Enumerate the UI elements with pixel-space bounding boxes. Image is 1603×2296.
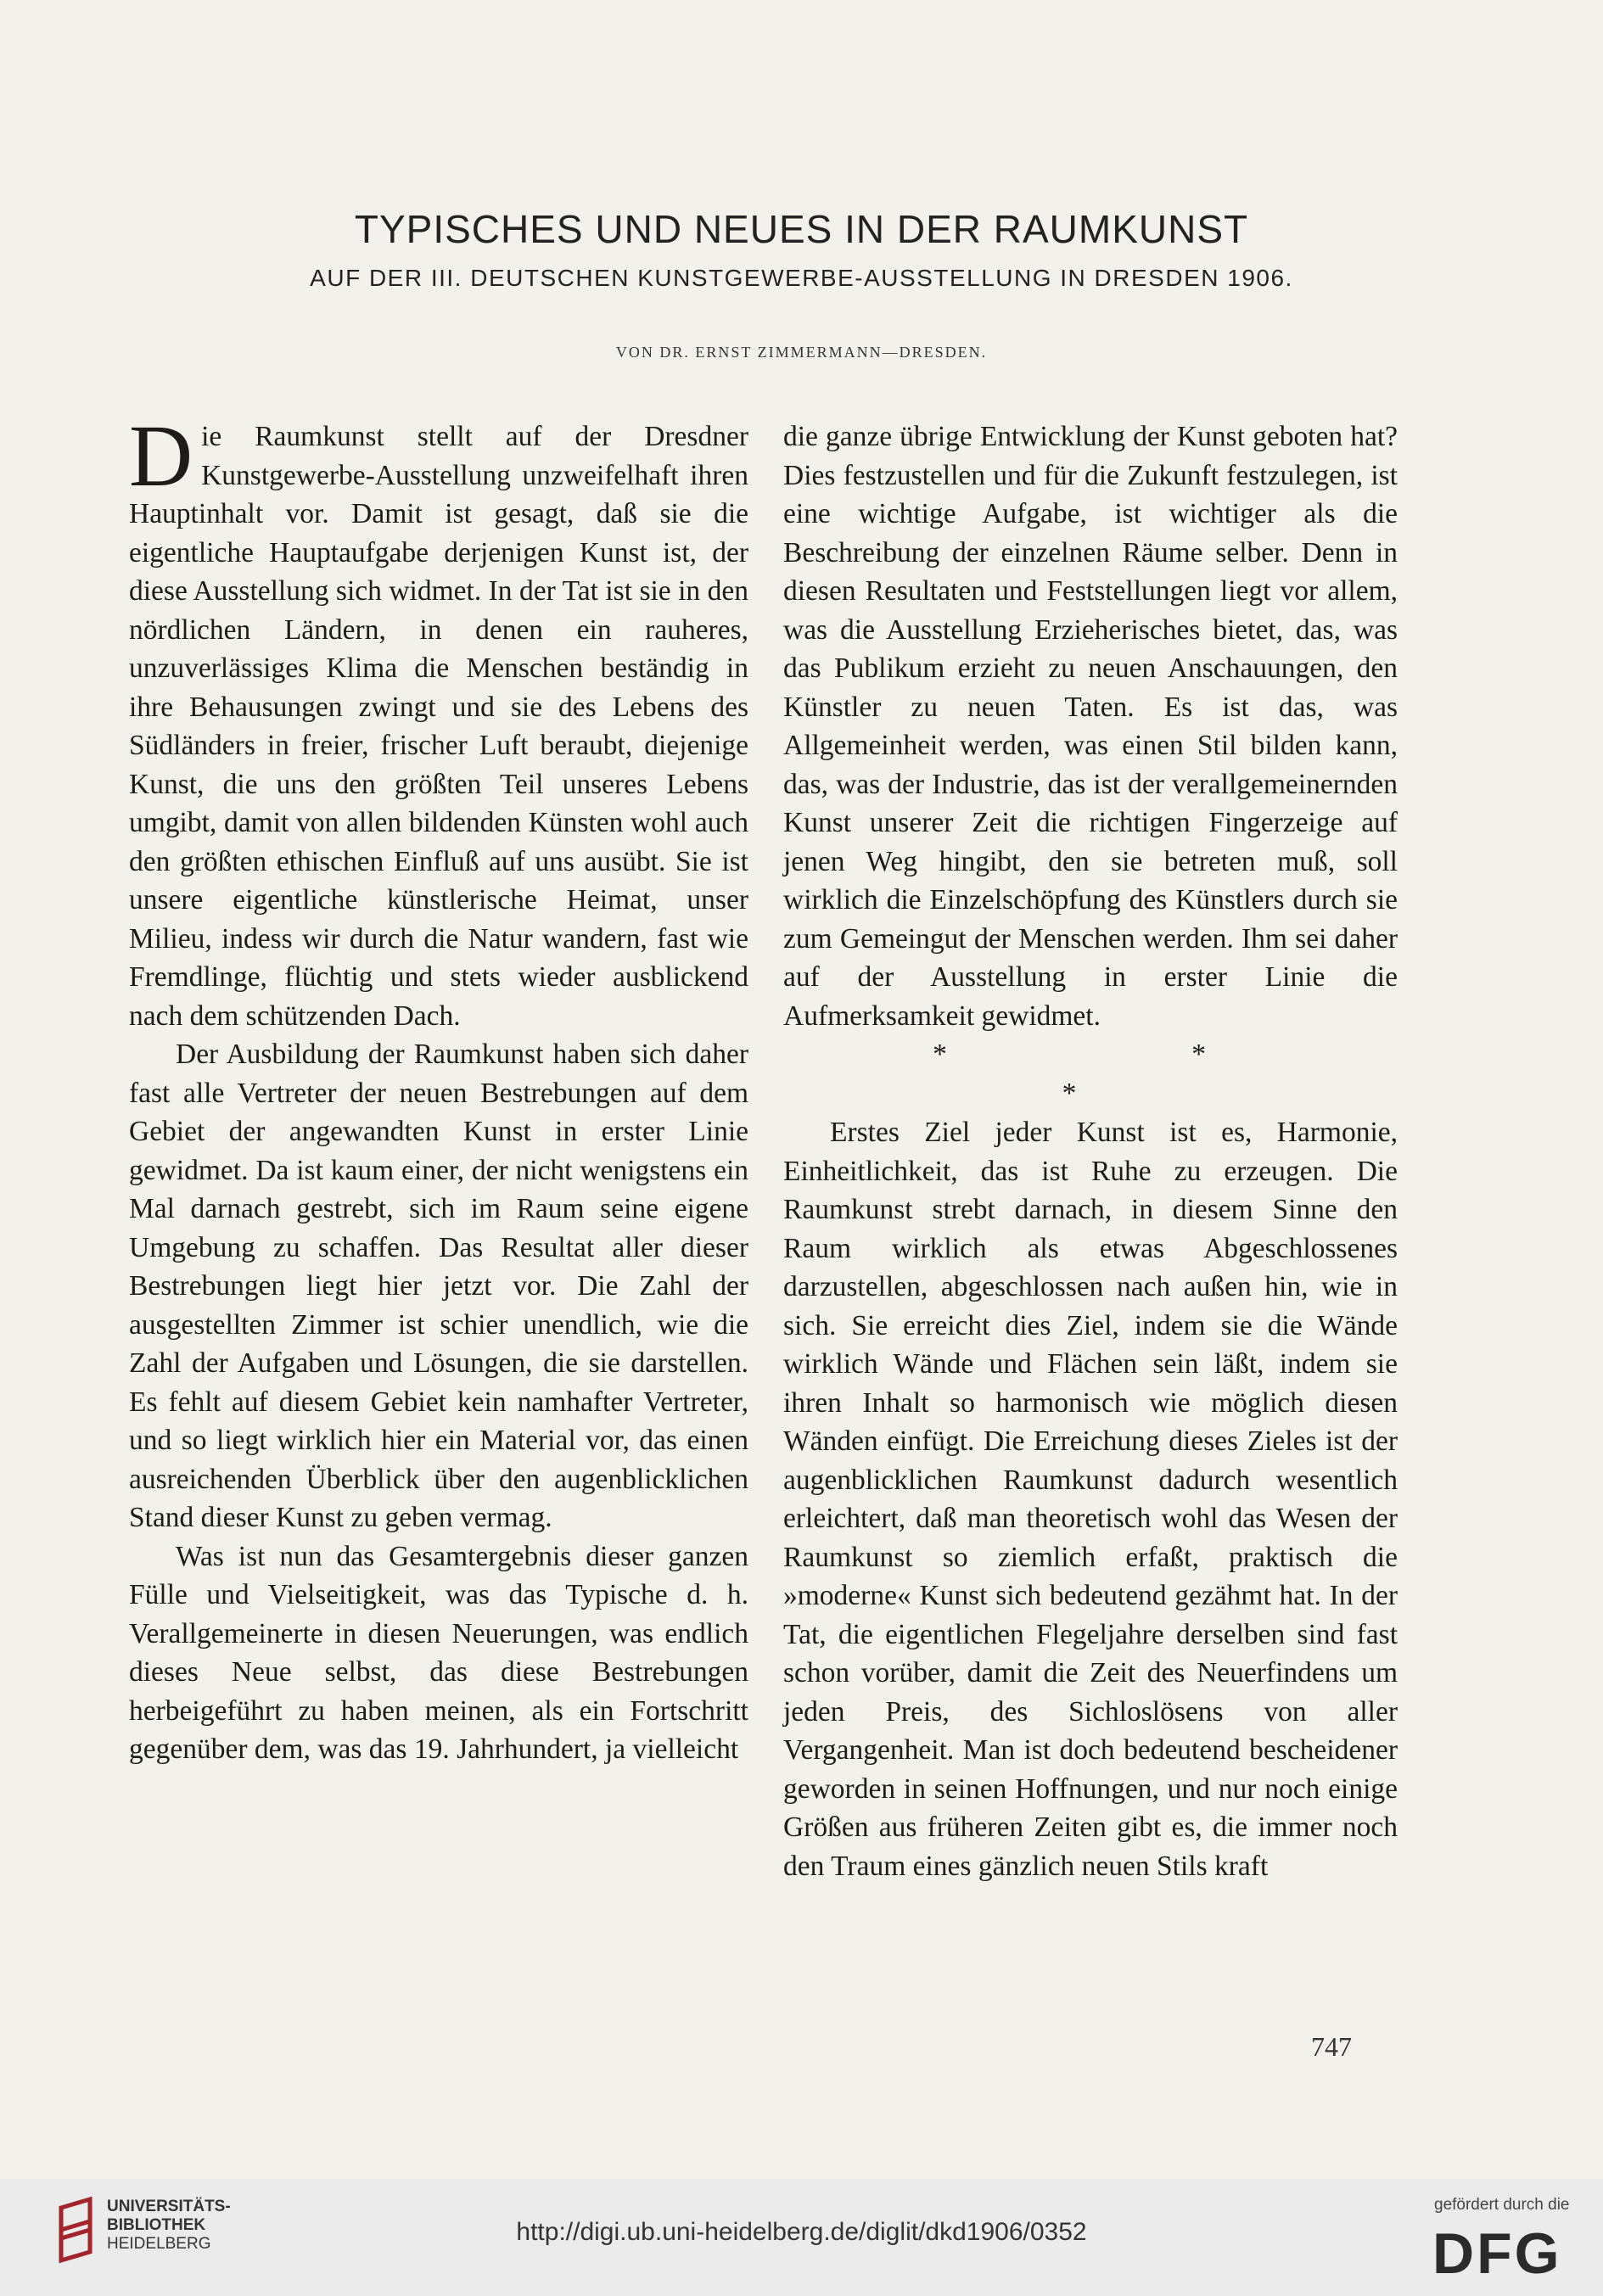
left-paragraph-3: Was ist nun das Gesamtergebnis dieser ganzen Fülle und Vielseitigkeit, was das Typische d. h. Verallgemeinerte in diesen Neuerungen, was endlich dieses Neue selbst, das diese Bestrebungen herbeigeführt zu haben meinen, als ein Fortschritt gegenüber dem, was das 19. Jahrhundert, ja vielleicht	[129, 1540, 748, 1765]
library-name-line-2: BIBLIOTHEK	[107, 2216, 206, 2234]
left-paragraph-1-text: ie Raumkunst stellt auf der Dresdner Kunstgewerbe-Ausstellung unzweifelhaft ihren Hauptinhalt vor. Damit ist gesagt, daß sie die eigentliche Hauptaufgabe derjenigen Kunst ist, der diese Ausstellung sich widmet. In der Tat ist sie in den nördlichen Ländern, in denen ein rauheres, unzuverlässiges Klima die Menschen beständig in ihre Behausungen zwingt und sie des Lebens des Südländers in freier, frischer Luft beraubt, diejenige Kunst, die uns den größten Teil unseres Lebens umgibt, damit von allen bildenden Künsten wohl auch den größten ethischen Einfluß auf uns ausübt. Sie ist unsere eigentliche künstlerische Heimat, unser Milieu, indess wir durch die Natur wandern, fast wie Fremdlinge, flüchtig und stets wieder ausblickend nach dem schützenden Dach.	[129, 421, 748, 1032]
left-paragraph-1	[129, 407, 748, 1035]
library-name-line-1: UNIVERSITÄTS-	[107, 2198, 231, 2215]
library-name-line-3: HEIDELBERG	[107, 2235, 211, 2253]
right-paragraph-2: Erstes Ziel jeder Kunst ist es, Harmonie, Einheitlichkeit, das ist Ruhe zu erzeugen. Die Raumkunst strebt darnach, in diesem Sinne den Raum wirklich als etwas Abgeschlossenes darzustellen, abgeschlossen nach außen hin, wie in sich. Sie erreicht dies Ziel, indem sie die Wände wirklich Wände und Flächen sein läßt, indem sie ihren Inhalt so harmonisch wie möglich diesen Wänden einfügt. Die Erreichung dieses Zieles ist der augenblicklichen Raumkunst dadurch wesentlich erleichtert, daß man theoretisch wohl das Wesen der Raumkunst so ziemlich erfaßt, praktisch die »moderne« Kunst sich bedeutend gezähmt hat. In der Tat, die eigentlichen Flegeljahre derselben sind fast schon vorüber, damit die Zeit des Neuerfindens um jeden Preis, des Sichloslösens von aller Vergangenheit. Man ist doch bedeutend bescheidener geworden in seinen Hoffnungen, und nur noch einige Größen aus früheren Zeiten gibt es, die immer noch den Traum eines gänzlich neuen Stils kraft	[783, 1117, 1398, 1882]
drop-cap: D	[129, 407, 193, 505]
page-number: 747	[1311, 2031, 1352, 2062]
article-title: TYPISCHES UND NEUES IN DER RAUMKUNST	[354, 207, 1249, 251]
right-paragraph-1: die ganze übrige Entwicklung der Kunst geboten hat? Dies festzustellen und für die Zukunft festzulegen, ist eine wichtige Aufgabe, ist wichtiger als die Beschreibung der einzelnen Räume selber. Denn in diesen Resultaten und Feststellungen liegt vor allem, was die Ausstellung Erzieherisches bietet, das, was das Publikum erzieht zu neuen Anschauungen, den Künstler zu neuen Taten. Es ist das, was Allgemeinheit werden, was einen Stil bilden kann, das, was der Industrie, das ist der verallgemeinernden Kunst unserer Zeit die richtigen Fingerzeige auf jenen Weg hingibt, den sie betreten muß, soll wirklich die Einzelschöpfung des Künstlers durch sie zum Gemeingut der Menschen werden. Ihm sei daher auf der Ausstellung in erster Linie die Aufmerksamkeit gewidmet.	[783, 421, 1398, 1032]
left-paragraph-2: Der Ausbildung der Raumkunst haben sich daher fast alle Vertreter der neuen Bestrebungen auf dem Gebiet der angewandten Kunst in erster Linie gewidmet. Da ist kaum einer, der nicht wenigstens ein Mal darnach gestrebt, sich im Raum seine eigene Umgebung zu schaffen. Das Resultat aller dieser Bestrebungen liegt hier jetzt vor. Die Zahl der ausgestellten Zimmer ist schier unendlich, wie die Zahl der Aufgaben und Lösungen, die sie darstellen. Es fehlt auf diesem Gebiet kein namhafter Vertreter, und so liegt wirklich hier ein Material vor, das einen ausreichenden Überblick über den augenblicklichen Stand dieser Kunst zu geben vermag.	[129, 1039, 748, 1533]
right-column	[783, 417, 1398, 1885]
funding-note: gefördert durch die	[1434, 2196, 1570, 2214]
dfg-logo: DFG	[1432, 2221, 1562, 2286]
section-separator: * * *	[933, 1039, 1325, 1109]
source-url-link[interactable]: http://digi.ub.uni-heidelberg.de/diglit/dkd1906/0352	[516, 2218, 1087, 2246]
article-subtitle: AUF DER III. DEUTSCHEN KUNSTGEWERBE-AUSSTELLUNG IN DRESDEN 1906.	[310, 265, 1293, 291]
article-byline: VON DR. ERNST ZIMMERMANN—DRESDEN.	[615, 344, 988, 361]
left-column	[129, 407, 748, 1769]
